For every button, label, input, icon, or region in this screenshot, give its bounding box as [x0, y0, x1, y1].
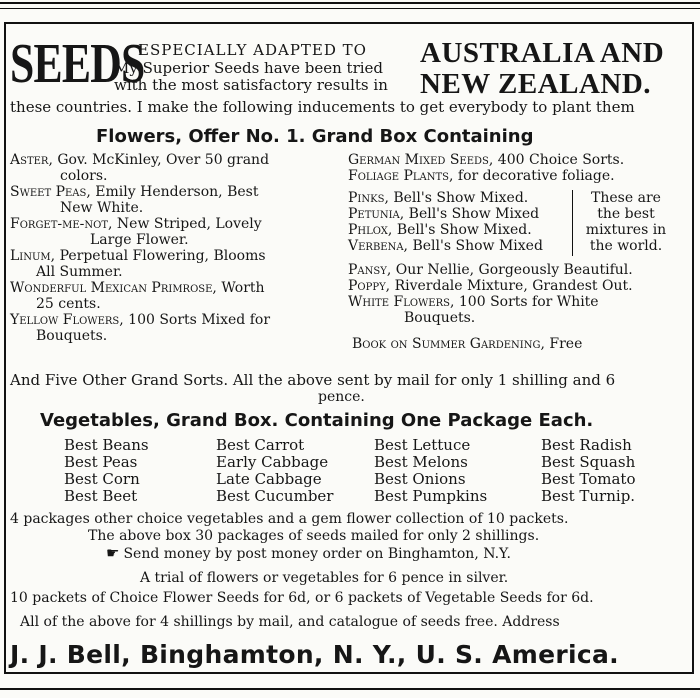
flower-desc: Perpetual Flowering, Blooms	[55, 248, 266, 264]
flower-desc-cont: Large Flower.	[90, 232, 189, 248]
flower-desc: Bell's Show Mixed	[408, 238, 543, 254]
flower-desc: Free	[544, 336, 583, 352]
flower-item-aster	[10, 152, 328, 184]
vegetable-column-3	[374, 437, 487, 505]
vegetable-column-1	[64, 437, 149, 505]
flower-desc: for decorative foliage.	[453, 168, 615, 184]
five-other-sorts: And Five Other Grand Sorts. All the above sent by mail for only 1 shilling and 6	[10, 371, 616, 389]
australia-and: AUSTRALIA AND	[420, 37, 665, 69]
flower-name: Linum,	[10, 248, 56, 264]
bracket-note-line: These are	[591, 190, 661, 206]
packets-line: 10 packets of Choice Flower Seeds for 6d, or 6 packets of Vegetable Seeds for 6d.	[10, 590, 594, 606]
trial-line: A trial of flowers or vegetables for 6 pence in silver.	[140, 570, 509, 586]
packages-line: 4 packages other choice vegetables and a gem flower collection of 10 packets.	[10, 511, 569, 527]
vegetable-item: Best Lettuce	[374, 436, 471, 454]
flower-name: Wonderful Mexican Primrose,	[10, 280, 217, 296]
flower-desc-cont: 25 cents.	[36, 296, 101, 312]
vegetable-item: Best Onions	[374, 470, 466, 488]
flowers-right-mixed	[348, 190, 543, 254]
flower-desc: Bell's Show Mixed.	[388, 190, 529, 206]
flower-desc: Worth	[216, 280, 265, 296]
flower-name: Poppy,	[348, 278, 391, 294]
vegetable-item: Best Peas	[64, 453, 138, 471]
flower-name: Forget-me-not,	[10, 216, 113, 232]
flower-desc: 100 Sorts Mixed for	[123, 312, 271, 328]
flower-item-forget-me-not	[10, 216, 328, 248]
bracket-divider	[572, 190, 573, 256]
bracket-note-line: mixtures in	[585, 222, 667, 238]
flower-item-primrose	[10, 280, 328, 312]
flower-name: Aster,	[10, 152, 53, 168]
flower-name: Yellow Flowers,	[10, 312, 124, 328]
send-money-line	[106, 545, 511, 562]
flower-desc: 400 Choice Sorts.	[493, 152, 625, 168]
vegetable-item: Best Melons	[374, 453, 468, 471]
vegetables-heading: Vegetables, Grand Box. Containing One Package Each.	[40, 410, 594, 431]
flower-name: Pinks,	[348, 190, 389, 206]
flower-item-sweet-peas	[10, 184, 328, 216]
book-summer-gardening	[352, 336, 582, 352]
box30-line: The above box 30 packages of seeds mailed for only 2 shillings.	[88, 528, 540, 544]
flower-name: Phlox,	[348, 222, 393, 238]
flower-desc: New Striped, Lovely	[112, 216, 262, 232]
flowers-left-column	[10, 152, 328, 344]
pence-line: pence.	[318, 389, 365, 405]
flower-item-linum	[10, 248, 328, 280]
vegetable-item: Best Beans	[64, 436, 149, 454]
vegetable-item: Best Radish	[541, 436, 632, 454]
header-line-1: My Superior Seeds have been tried	[114, 59, 384, 77]
vegetable-item: Best Tomato	[541, 470, 636, 488]
bracket-note	[580, 190, 672, 254]
bottom-rule	[0, 688, 700, 690]
all-above-line: All of the above for 4 shillings by mail, and catalogue of seeds free. Address	[20, 614, 560, 630]
vegetable-item: Best Squash	[541, 453, 636, 471]
flower-name: Foliage Plants,	[348, 168, 454, 184]
vegetable-item: Early Cabbage	[216, 453, 329, 471]
flowers-heading: Flowers, Offer No. 1. Grand Box Containing	[96, 126, 534, 147]
vegetable-item: Best Carrot	[216, 436, 305, 454]
vegetable-item: Best Turnip.	[541, 487, 636, 505]
vegetable-item: Best Beet	[64, 487, 138, 505]
flower-name: German Mixed Seeds,	[348, 152, 494, 168]
vegetable-column-2	[216, 437, 333, 505]
vegetable-item: Best Pumpkins	[374, 487, 488, 505]
send-money-text: Send money by post money order on Binghamton, N.Y.	[123, 546, 511, 562]
flower-name: Verbena,	[348, 238, 409, 254]
vegetable-item: Best Cucumber	[216, 487, 334, 505]
header-line-2: with the most satisfactory results in	[114, 76, 388, 94]
advertiser-address: J. J. Bell, Binghamton, N. Y., U. S. America.	[10, 640, 619, 669]
flower-desc: 100 Sorts for White	[454, 294, 599, 310]
flower-desc: Riverdale Mixture, Grandest Out.	[390, 278, 633, 294]
flower-desc-cont: All Summer.	[36, 264, 123, 280]
top-thin-rule	[0, 8, 700, 9]
new-zealand: NEW ZEALAND.	[420, 68, 652, 100]
vegetable-item: Late Cabbage	[216, 470, 322, 488]
flower-name: Sweet Peas,	[10, 184, 91, 200]
flower-desc-cont: New White.	[60, 200, 144, 216]
bracket-note-line: the best	[597, 206, 655, 222]
especially-adapted: ESPECIALLY ADAPTED TO	[138, 41, 367, 59]
seeds-title: SEEDS	[10, 33, 145, 95]
flower-desc-cont: Bouquets.	[36, 328, 108, 344]
vegetable-item: Best Corn	[64, 470, 140, 488]
flower-desc: Our Nellie, Gorgeously Beautiful.	[391, 262, 633, 278]
flower-desc-cont: colors.	[60, 168, 108, 184]
flower-desc: Bell's Show Mixed.	[392, 222, 532, 238]
top-rule	[0, 2, 700, 4]
bracket-note-line: the world.	[589, 238, 663, 254]
flower-name: Pansy,	[348, 262, 392, 278]
pointing-hand-icon: ☛	[106, 544, 120, 562]
flower-name: Petunia,	[348, 206, 405, 222]
header-line-3: these countries. I make the following inducements to get everybody to plant them	[10, 98, 635, 116]
flower-item-yellow-flowers	[10, 312, 328, 344]
vegetable-column-4	[541, 437, 636, 505]
flowers-right-top	[348, 152, 624, 184]
flowers-right-bottom	[348, 262, 633, 326]
destination-heading	[420, 38, 668, 100]
flower-name: White Flowers,	[348, 294, 455, 310]
flower-desc: Gov. McKinley, Over 50 grand	[52, 152, 270, 168]
flower-desc-cont: Bouquets.	[404, 310, 476, 326]
flower-desc: Bell's Show Mixed	[404, 206, 540, 222]
flower-desc: Emily Henderson, Best	[90, 184, 259, 200]
flower-name: Book on Summer Gardening,	[352, 336, 545, 352]
